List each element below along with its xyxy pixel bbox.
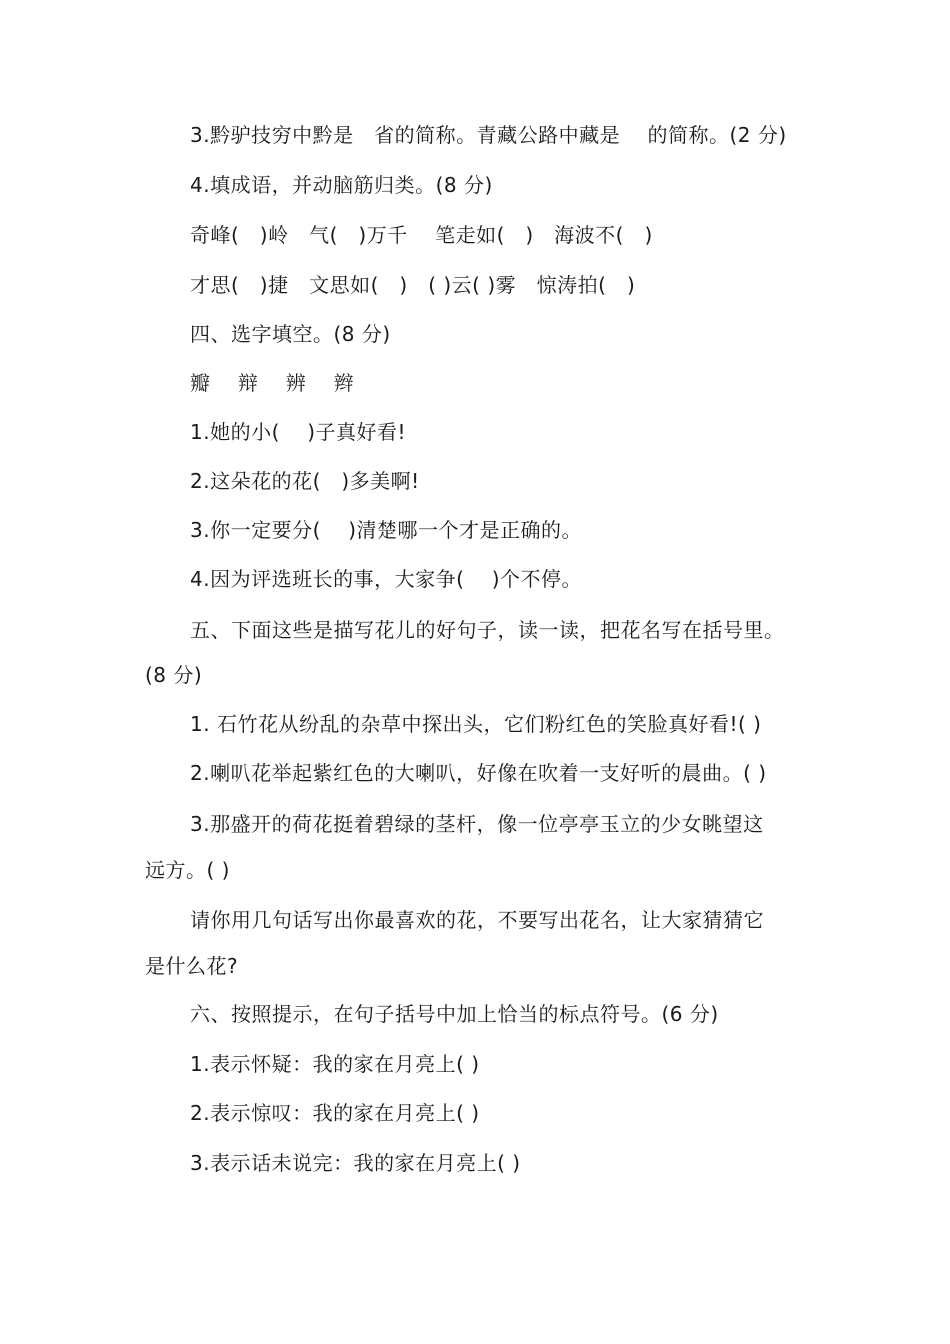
idiom-row-1: 奇峰( )岭 气( )万千 笔走如( ) 海波不( ) (190, 223, 653, 247)
flower-sentence-3-cont: 远方。( ) (145, 858, 230, 882)
punctuation-item-3: 3.表示话未说完：我的家在月亮上( ) (190, 1151, 521, 1175)
section-4-heading: 四、选字填空。(8 分) (190, 322, 391, 346)
idiom-row-2: 才思( )捷 文思如( ) ( )云( )雾 惊涛拍( ) (190, 273, 636, 297)
fill-sentence-3: 3.你一定要分( )清楚哪一个才是正确的。 (190, 518, 583, 542)
punctuation-item-1: 1.表示怀疑：我的家在月亮上( ) (190, 1052, 480, 1076)
punctuation-item-2: 2.表示惊叹：我的家在月亮上( ) (190, 1101, 480, 1125)
fill-sentence-2: 2.这朵花的花( )多美啊! (190, 469, 420, 493)
section-6-heading: 六、按照提示，在句子括号中加上恰当的标点符号。(6 分) (190, 1002, 719, 1026)
flower-sentence-2: 2.喇叭花举起紫红色的大喇叭，好像在吹着一支好听的晨曲。( ) (190, 761, 767, 785)
flower-sentence-3: 3.那盛开的荷花挺着碧绿的茎杆，像一位亭亭玉立的少女眺望这 (190, 812, 764, 836)
fill-sentence-4: 4.因为评选班长的事，大家争( )个不停。 (190, 567, 583, 591)
section-5-heading-cont: (8 分) (145, 663, 203, 687)
flower-sentence-1: 1. 石竹花从纷乱的杂草中探出头，它们粉红色的笑脸真好看!( ) (190, 712, 762, 736)
character-choices: 瓣 辩 辨 辫 (190, 371, 355, 395)
section-5-heading: 五、下面这些是描写花儿的好句子，读一读，把花名写在括号里。 (190, 618, 785, 642)
writing-prompt: 请你用几句话写出你最喜欢的花，不要写出花名，让大家猜猜它 (190, 908, 764, 932)
fill-sentence-1: 1.她的小( )子真好看! (190, 420, 407, 444)
question-3-regions: 3.黔驴技穷中黔是 省的简称。青藏公路中藏是 的简称。(2 分) (190, 123, 787, 147)
writing-prompt-cont: 是什么花? (145, 954, 239, 978)
question-4-idioms: 4.填成语，并动脑筋归类。(8 分) (190, 173, 493, 197)
